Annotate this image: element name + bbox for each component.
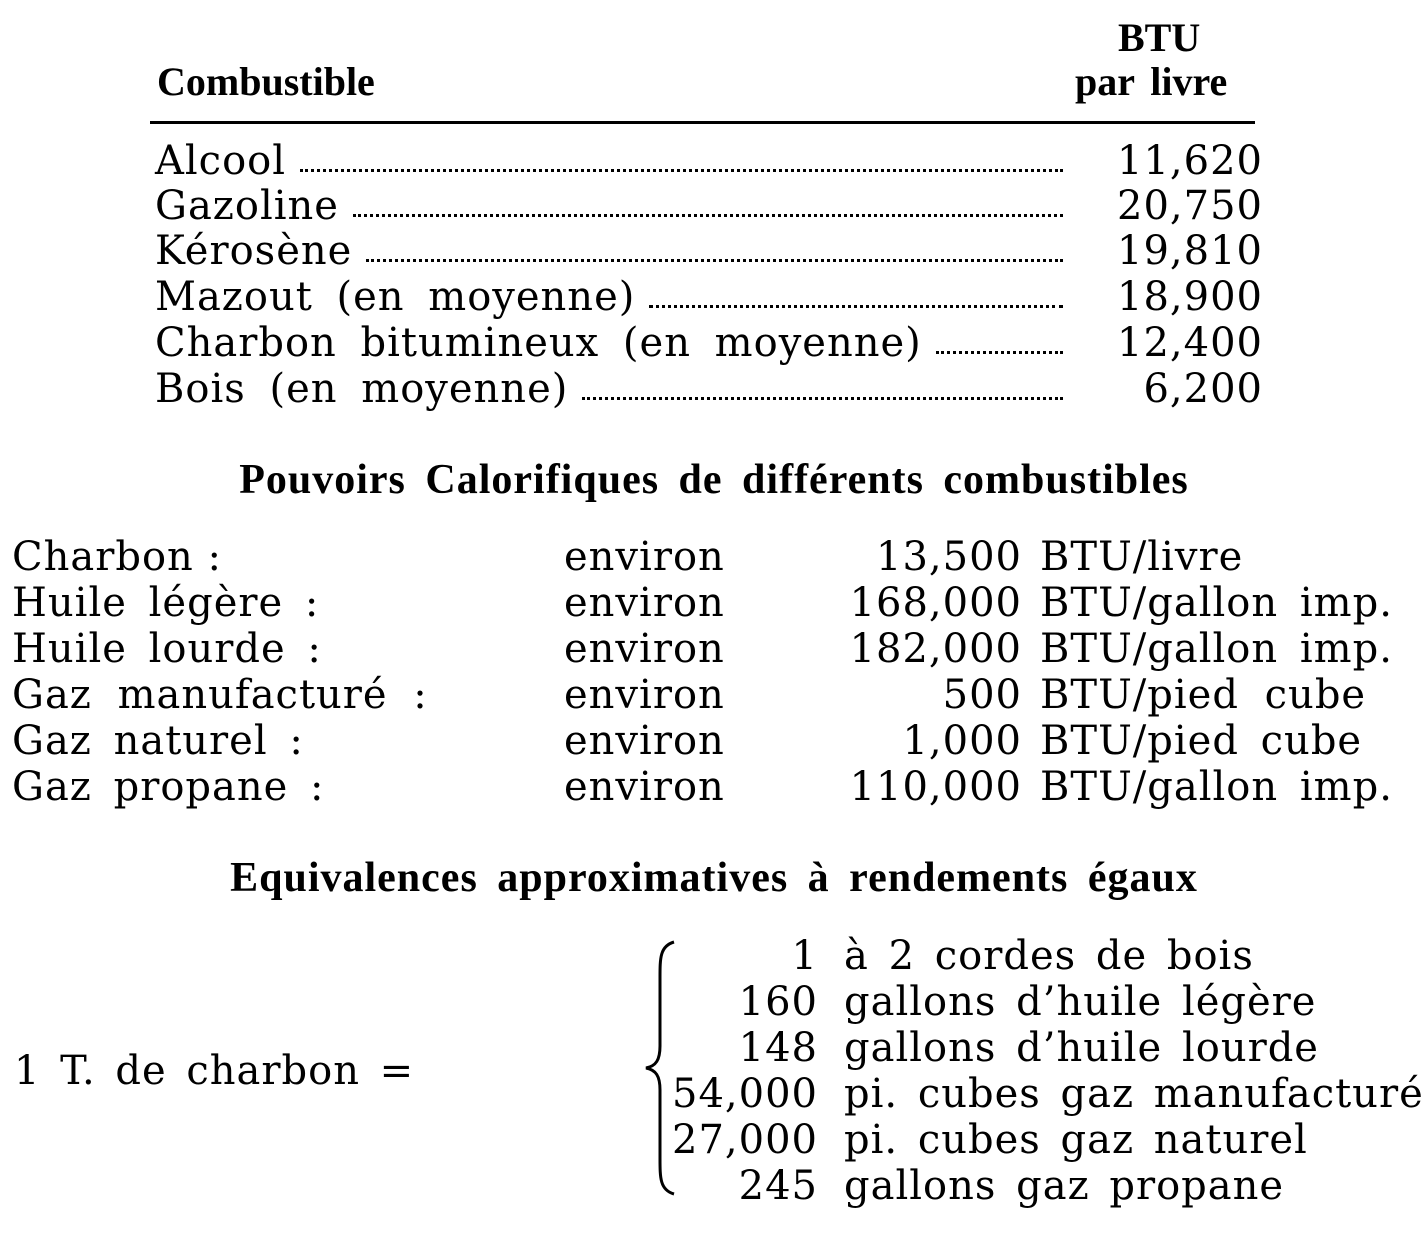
fuel-name: Gaz manufacturé : bbox=[12, 672, 428, 718]
equivalence-desc: pi. cubes gaz naturel bbox=[844, 1117, 1308, 1163]
dot-leader bbox=[649, 274, 1063, 320]
calorific-unit: BTU/pied cube bbox=[1040, 718, 1363, 764]
section-title-equivalences: Equivalences approximatives à rendements égaux bbox=[230, 855, 1198, 901]
calorific-unit: BTU/livre bbox=[1040, 534, 1244, 580]
equivalence-qty: 245 bbox=[738, 1163, 818, 1209]
table1-header-par-livre: par livre bbox=[1075, 59, 1228, 104]
fuel-name: Huile lourde : bbox=[12, 626, 322, 672]
equivalence-desc: à 2 cordes de bois bbox=[844, 933, 1254, 979]
dot-leader bbox=[300, 138, 1063, 184]
table1-header-combustible: Combustible bbox=[157, 59, 375, 104]
btu-value: 20,750 bbox=[1117, 183, 1263, 229]
fuel-name: Charbon : bbox=[12, 534, 222, 580]
fuel-name: Charbon bitumineux (en moyenne) bbox=[155, 320, 922, 366]
table1-row bbox=[150, 138, 1265, 184]
equivalence-desc: pi. cubes gaz manufacturé bbox=[844, 1071, 1424, 1117]
btu-value: 18,900 bbox=[1117, 274, 1263, 320]
calorific-row bbox=[12, 626, 1422, 672]
calorific-unit: BTU/gallon imp. bbox=[1040, 580, 1393, 626]
equivalence-item bbox=[660, 933, 1420, 979]
equivalence-lhs: 1 T. de charbon = bbox=[14, 1048, 415, 1094]
calorific-value: 1,000 bbox=[902, 718, 1022, 764]
equivalence-item bbox=[660, 1163, 1420, 1209]
fuel-name: Gaz propane : bbox=[12, 764, 325, 810]
equivalence-desc: gallons d’huile lourde bbox=[844, 1025, 1319, 1071]
approx-label: environ bbox=[564, 672, 725, 718]
approx-label: environ bbox=[564, 580, 725, 626]
approx-label: environ bbox=[564, 764, 725, 810]
table1-row bbox=[150, 274, 1265, 320]
calorific-row bbox=[12, 534, 1422, 580]
table1-row bbox=[150, 320, 1265, 366]
calorific-value: 182,000 bbox=[849, 626, 1022, 672]
btu-value: 6,200 bbox=[1143, 366, 1263, 412]
calorific-row bbox=[12, 718, 1422, 764]
dot-leader bbox=[366, 228, 1063, 274]
table1-row bbox=[150, 366, 1265, 412]
calorific-unit: BTU/gallon imp. bbox=[1040, 764, 1393, 810]
fuel-name: Bois (en moyenne) bbox=[155, 366, 569, 412]
equivalence-desc: gallons gaz propane bbox=[844, 1163, 1285, 1209]
btu-value: 12,400 bbox=[1117, 320, 1263, 366]
equivalence-qty: 160 bbox=[738, 979, 818, 1025]
equivalence-item bbox=[660, 1025, 1420, 1071]
equivalence-desc: gallons d’huile légère bbox=[844, 979, 1317, 1025]
fuel-name: Kérosène bbox=[155, 228, 353, 274]
calorific-value: 168,000 bbox=[849, 580, 1022, 626]
equivalence-qty: 54,000 bbox=[672, 1071, 818, 1117]
fuel-name: Mazout (en moyenne) bbox=[155, 274, 636, 320]
dot-leader bbox=[353, 183, 1063, 229]
btu-value: 19,810 bbox=[1117, 228, 1263, 274]
calorific-unit: BTU/pied cube bbox=[1040, 672, 1367, 718]
calorific-row bbox=[12, 764, 1422, 810]
table1-row bbox=[150, 228, 1265, 274]
fuel-name: Gaz naturel : bbox=[12, 718, 304, 764]
calorific-value: 110,000 bbox=[849, 764, 1022, 810]
dot-leader bbox=[582, 366, 1063, 412]
equivalence-item bbox=[660, 1071, 1424, 1117]
equivalence-qty: 1 bbox=[791, 933, 818, 979]
table1-header-rule bbox=[150, 121, 1255, 124]
btu-value: 11,620 bbox=[1117, 138, 1263, 184]
dot-leader bbox=[936, 320, 1063, 366]
calorific-value: 13,500 bbox=[876, 534, 1022, 580]
calorific-row bbox=[12, 580, 1422, 626]
table1-header-btu: BTU bbox=[1118, 15, 1201, 60]
equivalence-item bbox=[660, 979, 1420, 1025]
fuel-name: Alcool bbox=[155, 138, 287, 184]
equivalence-qty: 27,000 bbox=[672, 1117, 818, 1163]
equivalence-item bbox=[660, 1117, 1420, 1163]
equivalence-qty: 148 bbox=[738, 1025, 818, 1071]
approx-label: environ bbox=[564, 534, 725, 580]
calorific-value: 500 bbox=[942, 672, 1022, 718]
approx-label: environ bbox=[564, 718, 725, 764]
fuel-name: Huile légère : bbox=[12, 580, 320, 626]
section-title-pouvoirs: Pouvoirs Calorifiques de différents combustibles bbox=[239, 457, 1189, 503]
approx-label: environ bbox=[564, 626, 725, 672]
table1-row bbox=[150, 183, 1265, 229]
calorific-row bbox=[12, 672, 1422, 718]
calorific-unit: BTU/gallon imp. bbox=[1040, 626, 1393, 672]
fuel-name: Gazoline bbox=[155, 183, 339, 229]
